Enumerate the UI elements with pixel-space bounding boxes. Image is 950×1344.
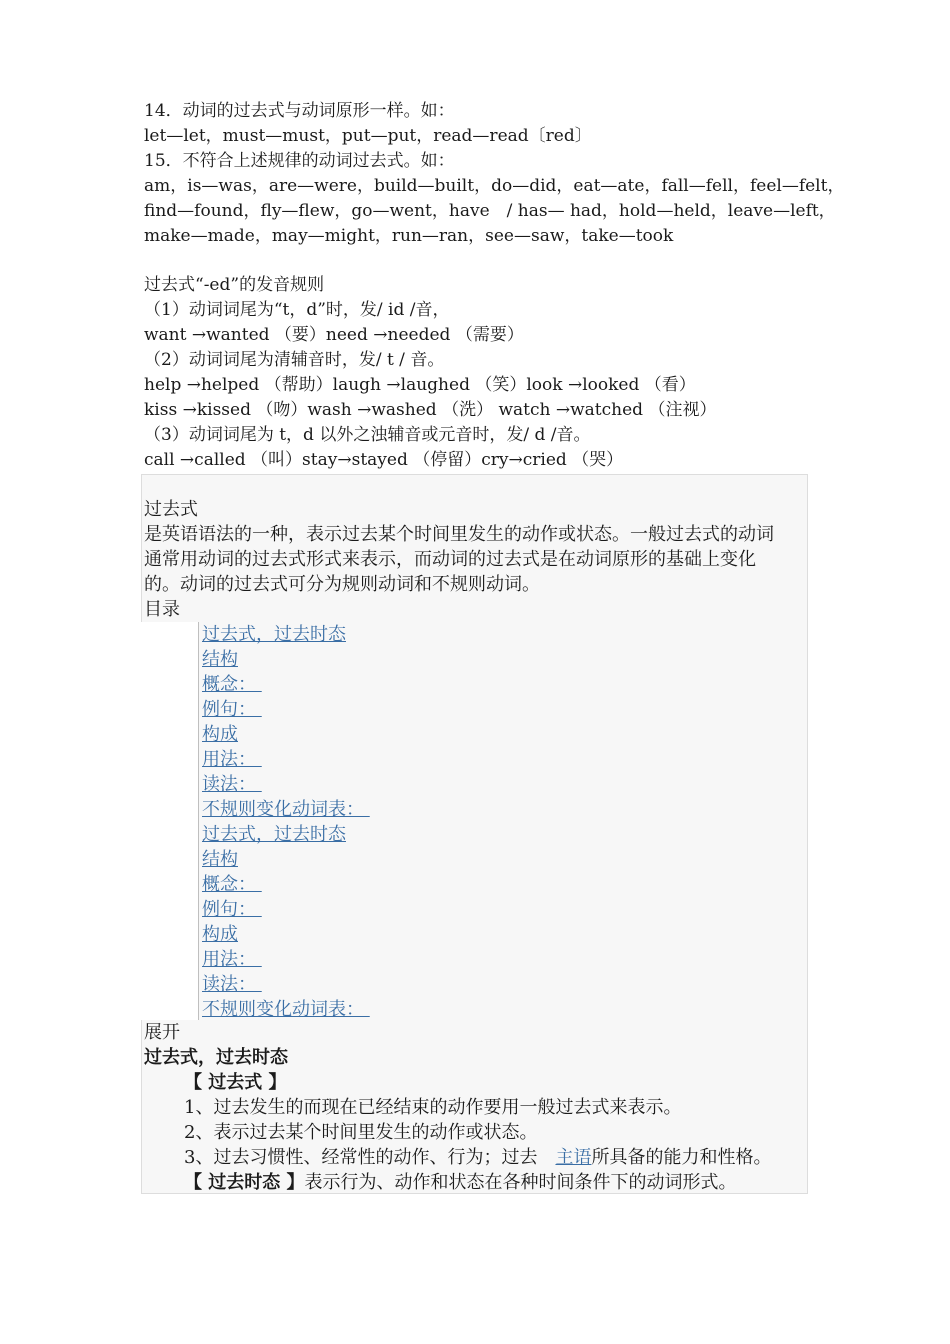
tense-definition xyxy=(184,1170,737,1195)
expand-toggle[interactable]: 展开 xyxy=(144,1022,180,1043)
text-line: 15．不符合上述规律的动词过去式。如： xyxy=(144,151,455,171)
intro-line: 是英语语法的一种，表示过去某个时间里发生的动作或状态。一般过去式的动词 xyxy=(144,524,774,545)
toc-label: 目录 xyxy=(144,599,180,620)
text-line: help →helped （帮助）laugh →laughed （笑）look →looked （看） xyxy=(144,375,696,395)
intro-line: 通常用动词的过去式形式来表示，而动词的过去式是在动词原形的基础上变化 xyxy=(144,549,756,570)
toc-indent xyxy=(141,622,198,1020)
section-title: 过去式，过去时态 xyxy=(144,1047,288,1068)
tense-text: 表示行为、动作和状态在各种时间条件下的动词形式。 xyxy=(304,1172,737,1193)
toc-link[interactable]: 例句： xyxy=(202,899,262,920)
text-line: （3）动词词尾为 t，d 以外之浊辅音或元音时，发/ d /音。 xyxy=(144,425,591,445)
toc-link[interactable]: 构成 xyxy=(202,924,238,945)
point-item: 1、过去发生的而现在已经结束的动作要用一般过去式来表示。 xyxy=(184,1097,682,1118)
toc-link[interactable]: 概念： xyxy=(202,874,262,895)
toc-link[interactable]: 读法： xyxy=(202,774,262,795)
text-line: find—found，fly—flew，go—went，have / has— had，hold—held，leave—left， xyxy=(144,201,836,221)
text-line: kiss →kissed （吻）wash →washed （洗） watch →watched （注视） xyxy=(144,400,717,420)
text-line: make—made，may—might，run—ran，see—saw，take—took xyxy=(144,226,674,246)
toc-link[interactable]: 结构 xyxy=(202,649,238,670)
toc-link[interactable]: 结构 xyxy=(202,849,238,870)
text-line: am，is—was，are—were，build—built，do—did，eat—ate，fall—fell，feel—felt， xyxy=(144,176,845,196)
text-line: 14．动词的过去式与动词原形一样。如： xyxy=(144,101,455,121)
toc-link[interactable]: 不规则变化动词表： xyxy=(202,799,370,820)
toc-link[interactable]: 不规则变化动词表： xyxy=(202,999,370,1020)
text-line: call →called （叫）stay→stayed （停留）cry→cried （哭） xyxy=(144,450,624,470)
toc-link[interactable]: 概念： xyxy=(202,674,262,695)
intro-line: 的。动词的过去式可分为规则动词和不规则动词。 xyxy=(144,574,540,595)
text-line: let—let，must—must，put—put，read—read〔red〕 xyxy=(144,126,592,146)
point-text: 所具备的能力和性格。 xyxy=(591,1147,772,1168)
point-item: 2、表示过去某个时间里发生的动作或状态。 xyxy=(184,1122,538,1143)
text-line: （1）动词词尾为“t，d”时，发/ id /音， xyxy=(144,300,450,320)
toc-link[interactable]: 用法： xyxy=(202,949,262,970)
subject-link[interactable]: 主语 xyxy=(555,1147,592,1168)
tense-label: 【 过去时态 】 xyxy=(184,1172,305,1193)
toc-link[interactable]: 读法： xyxy=(202,974,262,995)
toc-link[interactable]: 过去式，过去时态 xyxy=(202,824,346,845)
point-item xyxy=(184,1145,771,1170)
toc-link[interactable]: 例句： xyxy=(202,699,262,720)
subheading: 【 过去式 】 xyxy=(184,1072,287,1093)
text-line: want →wanted （要）need →needed （需要） xyxy=(144,325,524,345)
text-line: （2）动词词尾为清辅音时，发/ t / 音。 xyxy=(144,350,445,370)
toc-link[interactable]: 构成 xyxy=(202,724,238,745)
toc-link[interactable]: 用法： xyxy=(202,749,262,770)
toc-link[interactable]: 过去式，过去时态 xyxy=(202,624,346,645)
toc-divider xyxy=(198,622,199,1020)
article-heading: 过去式 xyxy=(144,499,198,520)
point-text: 3、过去习惯性、经常性的动作、行为；过去 xyxy=(184,1147,556,1168)
pronunciation-title: 过去式“-ed”的发音规则 xyxy=(144,275,325,295)
